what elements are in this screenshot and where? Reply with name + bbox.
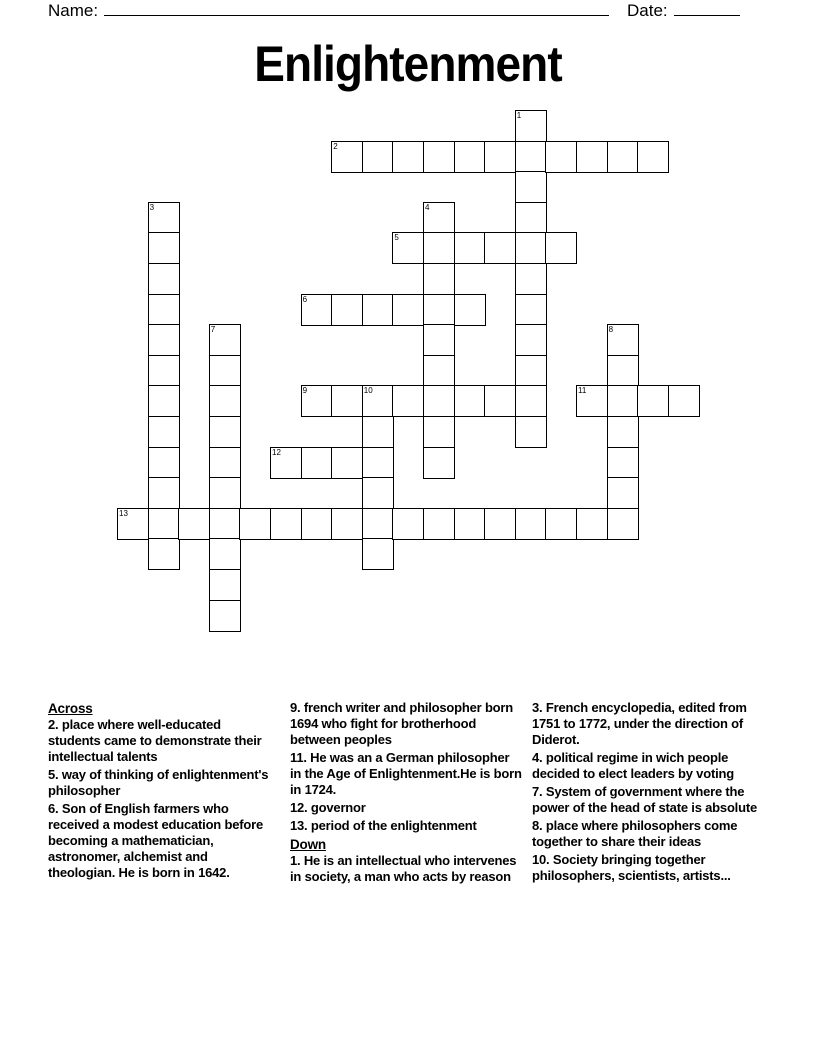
crossword-cell[interactable] <box>362 538 394 570</box>
crossword-cell[interactable] <box>515 141 547 173</box>
clue-number: 1. <box>290 853 301 868</box>
crossword-cell[interactable] <box>209 508 241 540</box>
crossword-cell[interactable] <box>301 508 333 540</box>
crossword-cell[interactable] <box>484 385 516 417</box>
crossword-cell[interactable] <box>668 385 700 417</box>
clue-item <box>532 852 772 884</box>
crossword-cell[interactable] <box>515 171 547 203</box>
crossword-cell[interactable] <box>148 263 180 295</box>
crossword-cell[interactable] <box>209 324 241 356</box>
crossword-cell[interactable] <box>209 355 241 387</box>
crossword-cell[interactable] <box>209 569 241 601</box>
crossword-cell[interactable] <box>515 416 547 448</box>
clue-text: period of the enlightenment <box>307 818 477 833</box>
crossword-cell[interactable] <box>607 416 639 448</box>
crossword-cell[interactable] <box>576 385 608 417</box>
crossword-cell[interactable] <box>637 141 669 173</box>
crossword-cell[interactable] <box>362 447 394 479</box>
crossword-cell[interactable] <box>178 508 210 540</box>
cell-number: 12 <box>272 447 281 457</box>
cell-number: 2 <box>333 141 338 151</box>
crossword-cell[interactable] <box>331 508 363 540</box>
crossword-cell[interactable] <box>362 294 394 326</box>
cell-number: 10 <box>363 386 373 396</box>
crossword-cell[interactable] <box>209 416 241 448</box>
clue-text: place where philosophers come together to share their ideas <box>532 818 738 849</box>
cell-number: 4 <box>425 202 430 212</box>
crossword-cell[interactable] <box>607 324 639 356</box>
crossword-cell[interactable] <box>148 355 180 387</box>
crossword-cell[interactable] <box>209 538 241 570</box>
clue-text: place where well-educated students came to demonstrate their intellectual talents <box>48 717 262 764</box>
crossword-cell[interactable] <box>454 141 486 173</box>
clue-text: System of government where the power of the head of state is absolute <box>532 784 757 815</box>
date-label-text: Date: <box>627 1 668 20</box>
crossword-cell[interactable] <box>239 508 271 540</box>
cell-number: 6 <box>302 294 308 304</box>
crossword-cell[interactable] <box>392 385 424 417</box>
crossword-cell[interactable] <box>209 447 241 479</box>
crossword-cell[interactable] <box>607 447 639 479</box>
crossword-cell[interactable] <box>423 508 455 540</box>
name-label-text: Name: <box>48 1 99 20</box>
crossword-cell[interactable] <box>331 141 363 173</box>
clue-item <box>532 750 772 782</box>
clues-column-1 <box>48 700 274 883</box>
crossword-cell[interactable] <box>209 477 241 509</box>
clue-item <box>290 818 522 834</box>
crossword-cell[interactable] <box>362 416 394 448</box>
clue-text: Son of English farmers who received a modest education before becoming a mathematician, astronomer, alchemist and theologian. He is born in 1642. <box>48 801 263 880</box>
crossword-cell[interactable] <box>607 385 639 417</box>
cell-number: 9 <box>302 386 308 396</box>
clue-number: 7. <box>532 784 543 799</box>
clue-item <box>48 767 274 799</box>
crossword-cell[interactable] <box>484 232 516 264</box>
cell-number: 13 <box>119 508 128 518</box>
crossword-cell[interactable] <box>515 355 547 387</box>
cell-number: 3 <box>149 202 155 212</box>
crossword-cell[interactable] <box>423 447 455 479</box>
clue-item <box>532 818 772 850</box>
crossword-cell[interactable] <box>362 385 394 417</box>
clue-item <box>532 784 772 816</box>
crossword-cell[interactable] <box>148 508 180 540</box>
crossword-cell[interactable] <box>576 141 608 173</box>
clue-item <box>290 800 522 816</box>
crossword-cell[interactable] <box>637 385 669 417</box>
crossword-cell[interactable] <box>209 600 241 632</box>
crossword-cell[interactable] <box>515 263 547 295</box>
crossword-cell[interactable] <box>423 324 455 356</box>
clue-number: 2. <box>48 717 59 732</box>
clue-number: 12. <box>290 800 308 815</box>
page-title: Enlightenment <box>254 36 562 92</box>
crossword-cell[interactable] <box>545 508 577 540</box>
crossword-cell[interactable] <box>148 232 180 264</box>
clues-column-3 <box>532 700 772 886</box>
crossword-cell[interactable] <box>515 324 547 356</box>
crossword-cell[interactable] <box>148 385 180 417</box>
crossword-cell[interactable] <box>423 355 455 387</box>
crossword-cell[interactable] <box>331 385 363 417</box>
clue-text: He is an intellectual who intervenes in society, a man who acts by reason <box>290 853 517 884</box>
crossword-cell[interactable] <box>362 141 394 173</box>
crossword-cell[interactable] <box>545 141 577 173</box>
crossword-cell[interactable] <box>423 416 455 448</box>
crossword-cell[interactable] <box>515 385 547 417</box>
crossword-cell[interactable] <box>454 232 486 264</box>
crossword-cell[interactable] <box>423 263 455 295</box>
crossword-cell[interactable] <box>607 508 639 540</box>
crossword-cell[interactable] <box>576 508 608 540</box>
crossword-cell[interactable] <box>423 141 455 173</box>
cell-number: 8 <box>608 325 614 335</box>
crossword-cell[interactable] <box>362 477 394 509</box>
clue-number: 10. <box>532 852 550 867</box>
crossword-cell[interactable] <box>148 416 180 448</box>
across-heading: Across <box>48 701 93 716</box>
clue-text: french writer and philosopher born 1694 who fight for brotherhood between peoples <box>290 700 514 747</box>
crossword-cell[interactable] <box>148 447 180 479</box>
cell-number: 11 <box>578 386 587 396</box>
crossword-cell[interactable] <box>148 538 180 570</box>
down-heading: Down <box>290 837 326 852</box>
crossword-cell[interactable] <box>148 324 180 356</box>
crossword-cell[interactable] <box>148 294 180 326</box>
cell-number: 7 <box>210 325 216 335</box>
crossword-cell[interactable] <box>423 385 455 417</box>
cell-number: 1 <box>516 111 522 120</box>
crossword-cell[interactable] <box>515 232 547 264</box>
clue-text: way of thinking of enlightenment's philosopher <box>48 767 269 798</box>
crossword-cell[interactable] <box>515 508 547 540</box>
crossword-cell[interactable] <box>301 447 333 479</box>
clues-column-2 <box>290 700 522 887</box>
clue-item <box>48 717 274 765</box>
crossword-cell[interactable] <box>515 202 547 234</box>
crossword-cell[interactable] <box>515 110 547 142</box>
crossword-cell[interactable] <box>270 447 302 479</box>
crossword-cell[interactable] <box>209 385 241 417</box>
clue-item <box>48 801 274 881</box>
cell-number: 5 <box>394 233 399 243</box>
crossword-cell[interactable] <box>301 294 333 326</box>
clue-item <box>290 853 522 885</box>
crossword-cell[interactable] <box>301 385 333 417</box>
clue-item <box>290 700 522 748</box>
crossword-cell[interactable] <box>454 385 486 417</box>
clue-text: French encyclopedia, edited from 1751 to 1772, under the direction of Diderot. <box>532 700 747 747</box>
crossword-cell[interactable] <box>331 294 363 326</box>
clue-number: 6. <box>48 801 59 816</box>
clue-number: 5. <box>48 767 59 782</box>
crossword-cell[interactable] <box>607 141 639 173</box>
crossword-cell[interactable] <box>148 477 180 509</box>
clue-text: governor <box>307 800 366 815</box>
crossword-cell[interactable] <box>454 508 486 540</box>
crossword-cell[interactable] <box>484 508 516 540</box>
crossword-cell[interactable] <box>392 508 424 540</box>
crossword-cell[interactable] <box>454 294 486 326</box>
crossword-cell[interactable] <box>392 141 424 173</box>
crossword-cell[interactable] <box>484 141 516 173</box>
crossword-cell[interactable] <box>607 355 639 387</box>
clue-number: 3. <box>532 700 543 715</box>
clue-number: 11. <box>290 750 307 765</box>
clue-number: 9. <box>290 700 301 715</box>
crossword-cell[interactable] <box>423 232 455 264</box>
crossword-cell[interactable] <box>331 447 363 479</box>
crossword-cell[interactable] <box>545 232 577 264</box>
clue-number: 4. <box>532 750 543 765</box>
crossword-cell[interactable] <box>423 202 455 234</box>
crossword-cell[interactable] <box>392 294 424 326</box>
crossword-cell[interactable] <box>392 232 424 264</box>
clue-number: 13. <box>290 818 308 833</box>
crossword-cell[interactable] <box>362 508 394 540</box>
clue-text: He was an a German philosopher in the Age of Enlightenment.He is born in 1724. <box>290 750 522 797</box>
crossword-cell[interactable] <box>117 508 149 540</box>
crossword-cell[interactable] <box>270 508 302 540</box>
crossword-cell[interactable] <box>423 294 455 326</box>
clue-text: political regime in wich people decided to elect leaders by voting <box>532 750 734 781</box>
clue-item <box>532 700 772 748</box>
clue-item <box>290 750 522 798</box>
crossword-cell[interactable] <box>148 202 180 234</box>
crossword-cell[interactable] <box>515 294 547 326</box>
crossword-cell[interactable] <box>607 477 639 509</box>
clue-text: Society bringing together philosophers, scientists, artists... <box>532 852 731 883</box>
clue-number: 8. <box>532 818 543 833</box>
